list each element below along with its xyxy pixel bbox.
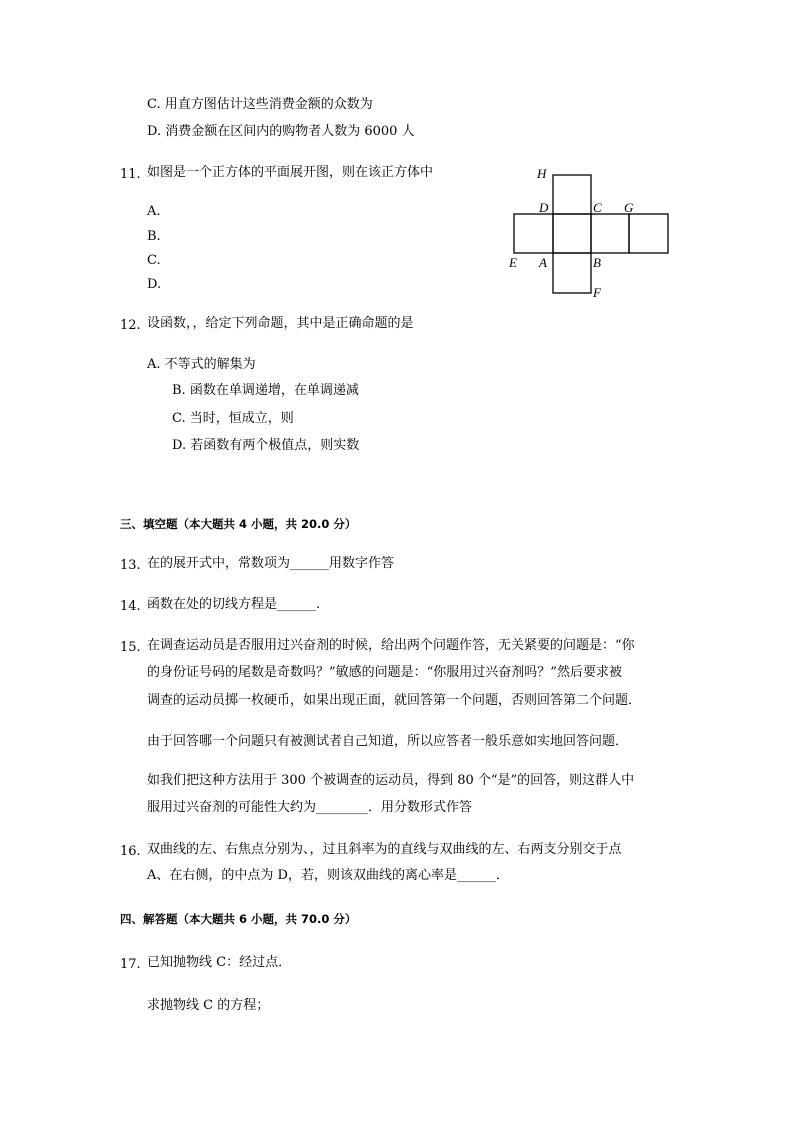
- q12-option-b: B. 函数在单调递增，在单调递减: [172, 383, 359, 398]
- net-face-right: [591, 214, 629, 253]
- q17-number: 17.: [120, 957, 141, 972]
- q16-line-2: A、在右侧，的中点为 D，若，则该双曲线的离心率是______．: [147, 868, 509, 883]
- net-face-center: [553, 214, 591, 253]
- net-face-far-right: [629, 214, 668, 253]
- q15-line-2: 的身份证号码的尾数是奇数吗？”敏感的问题是：“你服用过兴奋剂吗？”然后要求被: [147, 665, 622, 680]
- q16-line-1: 双曲线的左、右焦点分别为、，过且斜率为的直线与双曲线的左、右两支分别交于点: [147, 842, 622, 857]
- net-face-left: [514, 214, 553, 253]
- section-4-heading: 四、解答题（本大题共 6 小题，共 70.0 分）: [120, 912, 357, 926]
- q12-option-a: A. 不等式的解集为: [147, 357, 256, 372]
- net-label-a: A: [539, 255, 547, 270]
- q14-number: 14.: [120, 599, 141, 614]
- q11-option-b: B.: [147, 229, 161, 244]
- q17-part-1: 求抛物线 C 的方程；: [147, 998, 270, 1013]
- q16-number: 16.: [120, 844, 141, 859]
- q12-option-c: C. 当时，恒成立，则: [172, 411, 294, 426]
- q11-option-c: C.: [147, 253, 161, 268]
- q15-line-6: 服用过兴奋剂的可能性大约为________．用分数形式作答: [147, 800, 473, 815]
- q17-stem: 已知抛物线 C：经过点．: [147, 955, 292, 970]
- q12-stem: 设函数，，给定下列命题，其中是正确命题的是: [147, 316, 414, 331]
- q10-option-d: D. 消费金额在区间内的购物者人数为 6000 人: [147, 124, 415, 139]
- q15-line-4: 由于回答哪一个问题只有被测试者自己知道，所以应答者一般乐意如实地回答问题．: [147, 734, 629, 749]
- net-label-b: B: [593, 255, 601, 270]
- net-label-d: D: [539, 200, 549, 215]
- q12-number: 12.: [120, 318, 141, 333]
- net-label-f: F: [593, 285, 601, 300]
- q10-option-c: C. 用直方图估计这些消费金额的众数为: [147, 97, 373, 112]
- net-face-top: [553, 175, 591, 214]
- q12-option-d: D. 若函数有两个极值点，则实数: [172, 438, 360, 453]
- q13-number: 13.: [120, 558, 141, 573]
- section-3-heading: 三、填空题（本大题共 4 小题，共 20.0 分）: [120, 517, 357, 531]
- q15-line-5: 如我们把这种方法用于 300 个被调查的运动员，得到 80 个“是”的回答，则这群人中: [147, 773, 635, 788]
- q11-stem: 如图是一个正方体的平面展开图，则在该正方体中: [147, 165, 434, 180]
- net-label-h: H: [537, 166, 547, 181]
- q15-number: 15.: [120, 640, 141, 655]
- q15-line-3: 调查的运动员掷一枚硬币，如果出现正面，就回答第一个问题，否则回答第二个问题．: [147, 693, 642, 708]
- q14-text: 函数在处的切线方程是______.: [147, 597, 321, 612]
- q11-option-a: A.: [147, 204, 161, 219]
- net-label-e: E: [509, 255, 517, 270]
- q11-option-d: D.: [147, 277, 162, 292]
- q13-text: 在的展开式中，常数项为______用数字作答: [147, 556, 395, 571]
- net-face-bottom: [553, 253, 591, 293]
- q11-number: 11.: [120, 167, 141, 182]
- net-label-g: G: [624, 200, 634, 215]
- net-label-c: C: [593, 200, 602, 215]
- cube-net-figure: [505, 168, 680, 303]
- q15-line-1: 在调查运动员是否服用过兴奋剂的时候，给出两个问题作答，无关紧要的问题是：“你: [147, 638, 635, 653]
